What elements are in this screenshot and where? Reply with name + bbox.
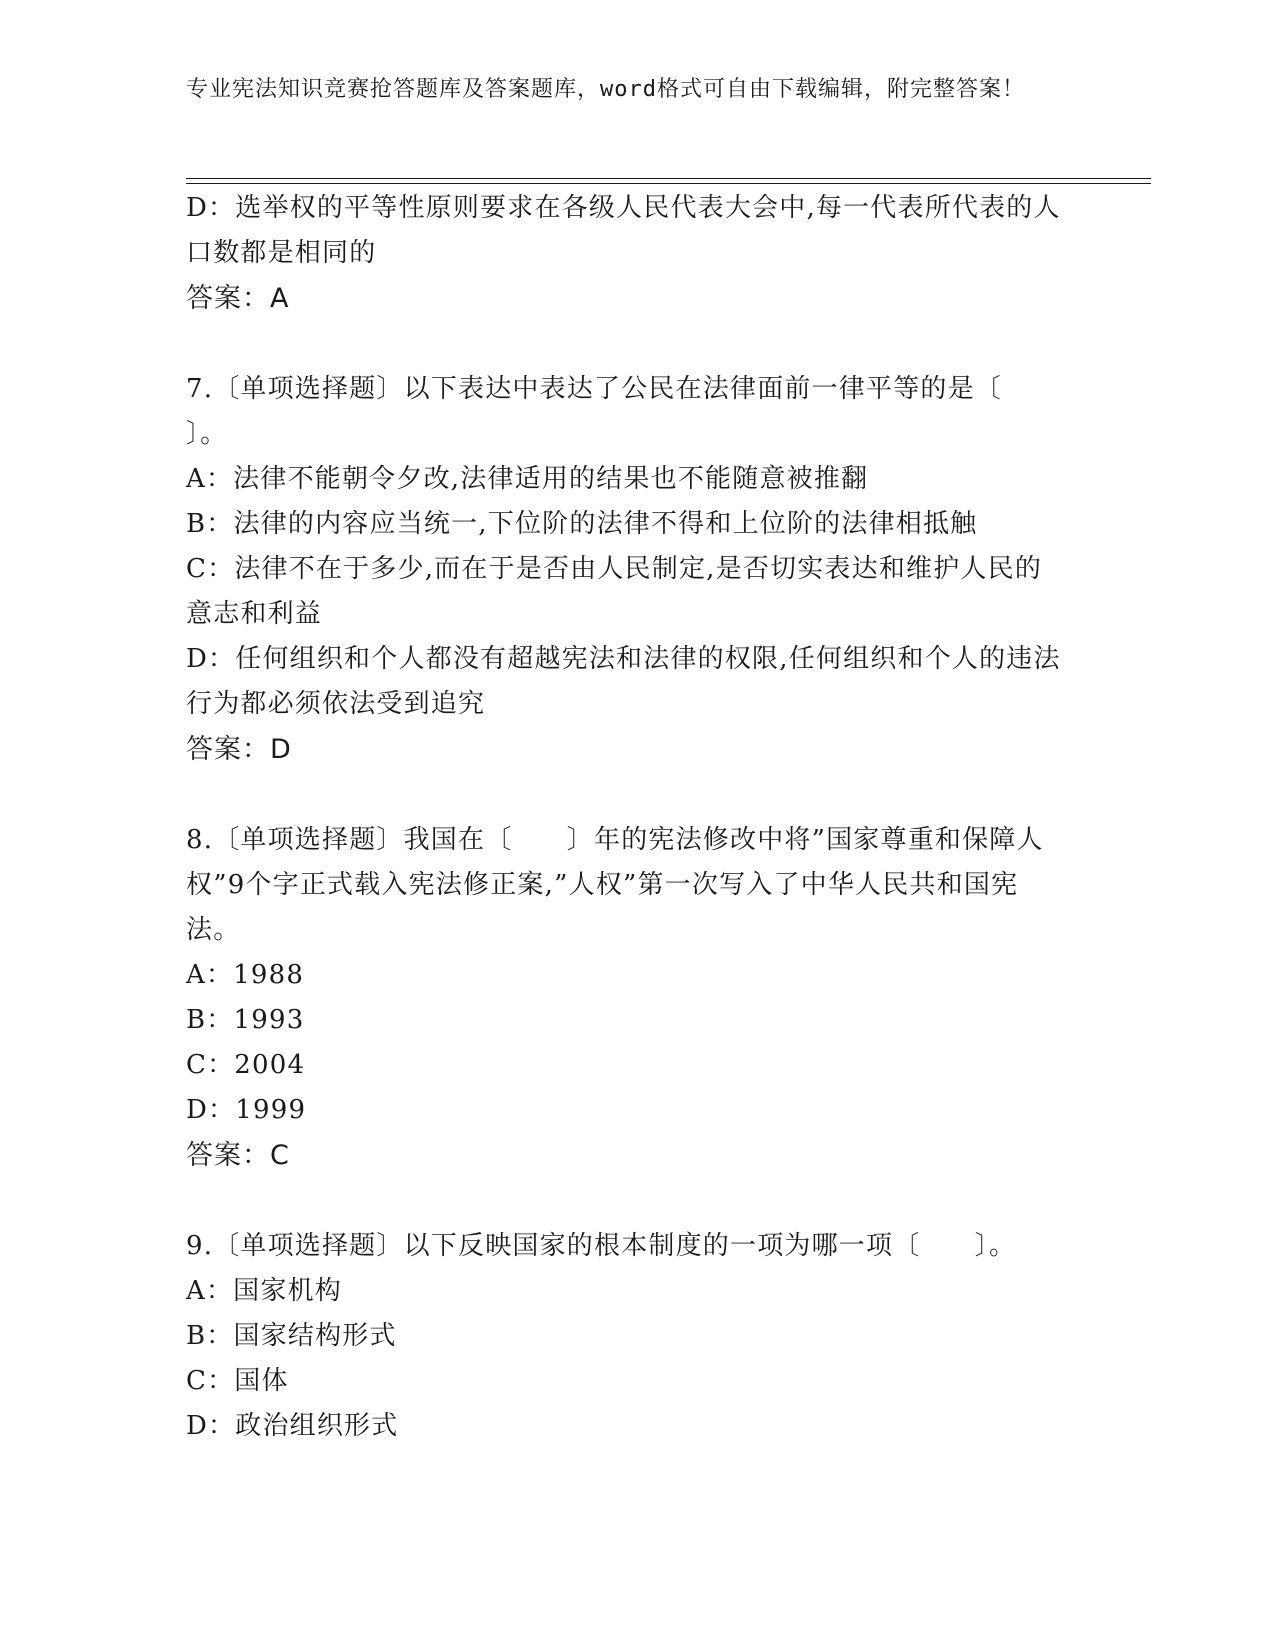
option-c: C：2004 bbox=[186, 1050, 306, 1080]
question-8 bbox=[186, 818, 1066, 1178]
option-c: C：法律不在于多少,而在于是否由人民制定,是否切实表达和维护人民的意志和利益 bbox=[186, 554, 1043, 629]
header-divider-top bbox=[186, 178, 1151, 179]
page-header: 专业宪法知识竞赛抢答题库及答案题库，word格式可自由下载编辑，附完整答案！ bbox=[186, 77, 1025, 102]
option-c: C：国体 bbox=[186, 1366, 289, 1396]
question-stem: 9.〔单项选择题〕以下反映国家的根本制度的一项为哪一项〔 〕。 bbox=[186, 1231, 1017, 1261]
spacer bbox=[186, 772, 1066, 818]
answer-line: 答案：D bbox=[186, 734, 292, 765]
option-b: B：法律的内容应当统一,下位阶的法律不得和上位阶的法律相抵触 bbox=[186, 509, 978, 539]
question-9 bbox=[186, 1224, 1066, 1449]
option-d: D：选举权的平等性原则要求在各级人民代表大会中,每一代表所代表的人口数都是相同的 bbox=[186, 193, 1061, 268]
option-a: A：国家机构 bbox=[186, 1276, 342, 1306]
spacer bbox=[186, 321, 1066, 367]
option-a: A：法律不能朝令夕改,法律适用的结果也不能随意被推翻 bbox=[186, 464, 869, 494]
option-d: D：1999 bbox=[186, 1095, 307, 1125]
option-b: B：1993 bbox=[186, 1005, 305, 1035]
spacer bbox=[186, 1178, 1066, 1224]
option-b: B：国家结构形式 bbox=[186, 1321, 397, 1351]
header-divider-bottom bbox=[186, 183, 1151, 184]
question-stem: 7.〔单项选择题〕以下表达中表达了公民在法律面前一律平等的是〔 〕。 bbox=[186, 374, 1057, 449]
answer-line: 答案：A bbox=[186, 283, 290, 314]
answer-line: 答案：C bbox=[186, 1140, 290, 1171]
question-7 bbox=[186, 367, 1066, 772]
question-list bbox=[186, 186, 1066, 1449]
option-d: D：政治组织形式 bbox=[186, 1411, 399, 1441]
question-stem: 8.〔单项选择题〕我国在〔 〕年的宪法修改中将”国家尊重和保障人权”9个字正式载入宪法修正案,”人权”第一次写入了中华人民共和国宪法。 bbox=[186, 825, 1044, 945]
option-a: A：1988 bbox=[186, 960, 305, 990]
option-d: D：任何组织和个人都没有超越宪法和法律的权限,任何组织和个人的违法行为都必须依法受到追究 bbox=[186, 644, 1061, 719]
previous-question-tail bbox=[186, 186, 1066, 321]
